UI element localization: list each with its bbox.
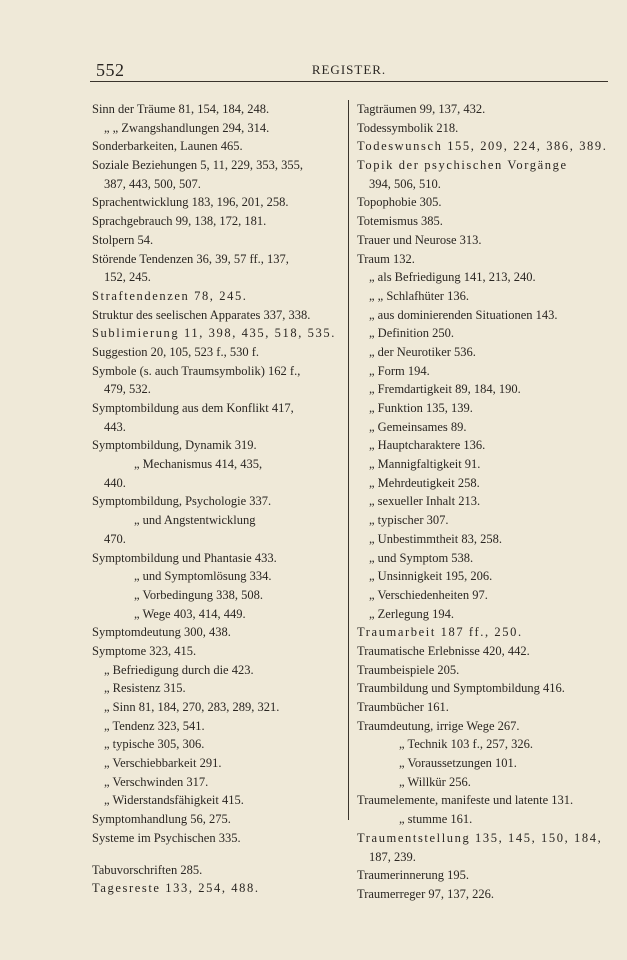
index-entry: Systeme im Psychischen 335. [92,830,241,845]
index-entry: Sinn der Träume 81, 154, 184, 248. [92,102,270,116]
index-entry: Sublimierung 11, 398, 435, 518, 535. [92,326,336,341]
index-entry: 479, 532. [104,382,151,397]
index-entry: „ Mehrdeutigkeit 258. [369,475,480,490]
index-entry: „ Mechanismus 414, 435, [134,457,263,472]
index-entry: „ als Befriedigung 141, 213, 240. [369,270,536,285]
index-entry: „ typische 305, 306. [104,737,205,752]
index-entry: Traumbücher 161. [357,700,449,714]
index-entry: Tagesreste 133, 254, 488. [92,881,260,896]
index-entry: 152, 245. [104,270,151,285]
index-entry: Todessymbolik 218. [357,120,459,135]
index-entry: Symptombildung, Psychologie 337. [92,494,272,509]
index-entry: 187, 239. [369,849,416,864]
index-entry: Traumentstellung 135, 145, 150, 184, [357,830,603,845]
index-entry: Traumelemente, manifeste und latente 131. [357,793,574,808]
index-entry: „ Sinn 81, 184, 270, 283, 289, 321. [104,700,280,714]
index-entry: Traumatische Erlebnisse 420, 442. [357,643,530,658]
index-column-right [357,100,609,904]
index-entry: Sprachgebrauch 99, 138, 172, 181. [92,214,267,229]
index-entry: „ und Symptomlösung 334. [134,569,272,584]
index-entry: „ typischer 307. [369,513,449,528]
index-entry: „ Befriedigung durch die 423. [104,662,254,677]
index-entry: „ Gemeinsames 89. [369,419,467,434]
index-entry: Straftendenzen 78, 245. [92,288,248,303]
index-entry: 443. [104,419,126,434]
index-entry: „ Voraussetzungen 101. [399,756,517,771]
index-entry: Traumerinnerung 195. [357,868,470,883]
index-entry: „ Widerstandsfähigkeit 415. [104,793,244,808]
page-number: 552 [96,60,125,80]
index-entry: 470. [104,531,126,546]
index-entry: „ „ Zwangshandlungen 294, 314. [104,120,270,135]
index-entry: 394, 506, 510. [369,176,441,191]
index-entry: Soziale Beziehungen 5, 11, 229, 353, 355, [92,158,303,173]
index-entry: Todeswunsch 155, 209, 224, 386, 389. [357,139,608,154]
index-entry: „ sexueller Inhalt 213. [369,494,481,509]
index-entry: „ und Symptom 538. [369,550,474,565]
index-entry: „ Willkür 256. [399,774,471,789]
index-entry: Topophobie 305. [357,195,442,210]
index-entry: „ Unsinnigkeit 195, 206. [369,569,493,584]
index-entry: Symptombildung und Phantasie 433. [92,550,277,565]
index-entry: Sprachentwicklung 183, 196, 201, 258. [92,195,289,210]
index-entry: „ Fremdartigkeit 89, 184, 190. [369,382,521,397]
index-entry: „ Tendenz 323, 541. [104,718,205,733]
index-entry: „ Wege 403, 414, 449. [134,606,246,621]
index-entry: „ Verschiebbarkeit 291. [104,756,222,771]
index-entry: „ Hauptcharaktere 136. [369,438,486,453]
index-entry: „ „ Schlafhüter 136. [369,288,469,303]
index-entry: „ Form 194. [369,363,430,378]
index-entry: Tagträumen 99, 137, 432. [357,102,486,116]
index-entry: „ stumme 161. [399,812,473,827]
index-entry: „ Mannigfaltigkeit 91. [369,457,481,472]
index-entry: „ Resistenz 315. [104,681,186,696]
index-entry: Symptome 323, 415. [92,643,197,658]
index-entry: Traumarbeit 187 ff., 250. [357,625,523,640]
index-entry: Symptombildung aus dem Konflikt 417, [92,401,294,415]
index-entry: Tabuvorschriften 285. [92,862,203,877]
index-entry: Traumbildung und Symptombildung 416. [357,681,565,696]
index-entry: „ Zerlegung 194. [369,606,455,621]
index-entry: „ Funktion 135, 139. [369,401,473,415]
index-entry: „ Unbestimmtheit 83, 258. [369,531,502,546]
index-entry: Symbole (s. auch Traumsymbolik) 162 f., [92,363,301,378]
index-entry: Traumerreger 97, 137, 226. [357,886,495,901]
index-entry: „ Vorbedingung 338, 508. [134,587,264,602]
index-column-left [92,100,346,898]
index-entry: „ Definition 250. [369,326,455,341]
index-entry: Störende Tendenzen 36, 39, 57 ff., 137, [92,251,289,266]
index-entry: Symptombildung, Dynamik 319. [92,438,257,453]
index-entry: Symptomdeutung 300, 438. [92,625,231,640]
index-entry: Traum 132. [357,251,415,266]
running-head: REGISTER. [311,62,387,77]
index-entry: „ Technik 103 f., 257, 326. [399,737,533,752]
index-entry: Totemismus 385. [357,214,443,229]
index-entry: „ und Angstentwicklung [134,513,256,528]
page-header [90,58,608,80]
index-entry: „ Verschiedenheiten 97. [369,587,488,602]
index-entry: Traumbeispiele 205. [357,662,460,677]
header-rule [90,81,608,82]
index-entry: Symptomhandlung 56, 275. [92,812,231,827]
index-entry: Struktur des seelischen Apparates 337, 338. [92,307,311,322]
index-entry: „ Verschwinden 317. [104,774,209,789]
index-entry: „ der Neurotiker 536. [369,344,476,359]
index-entry: Stolpern 54. [92,232,154,247]
index-entry: 387, 443, 500, 507. [104,176,201,191]
index-entry: 440. [104,475,126,490]
index-entry: Sonderbarkeiten, Launen 465. [92,139,243,154]
index-entry: Trauer und Neurose 313. [357,232,482,247]
index-entry: Traumdeutung, irrige Wege 267. [357,718,520,733]
column-divider [348,100,349,820]
index-entry: „ aus dominierenden Situationen 143. [369,307,558,322]
index-entry: Topik der psychischen Vorgänge [357,158,568,173]
index-entry: Suggestion 20, 105, 523 f., 530 f. [92,344,260,359]
